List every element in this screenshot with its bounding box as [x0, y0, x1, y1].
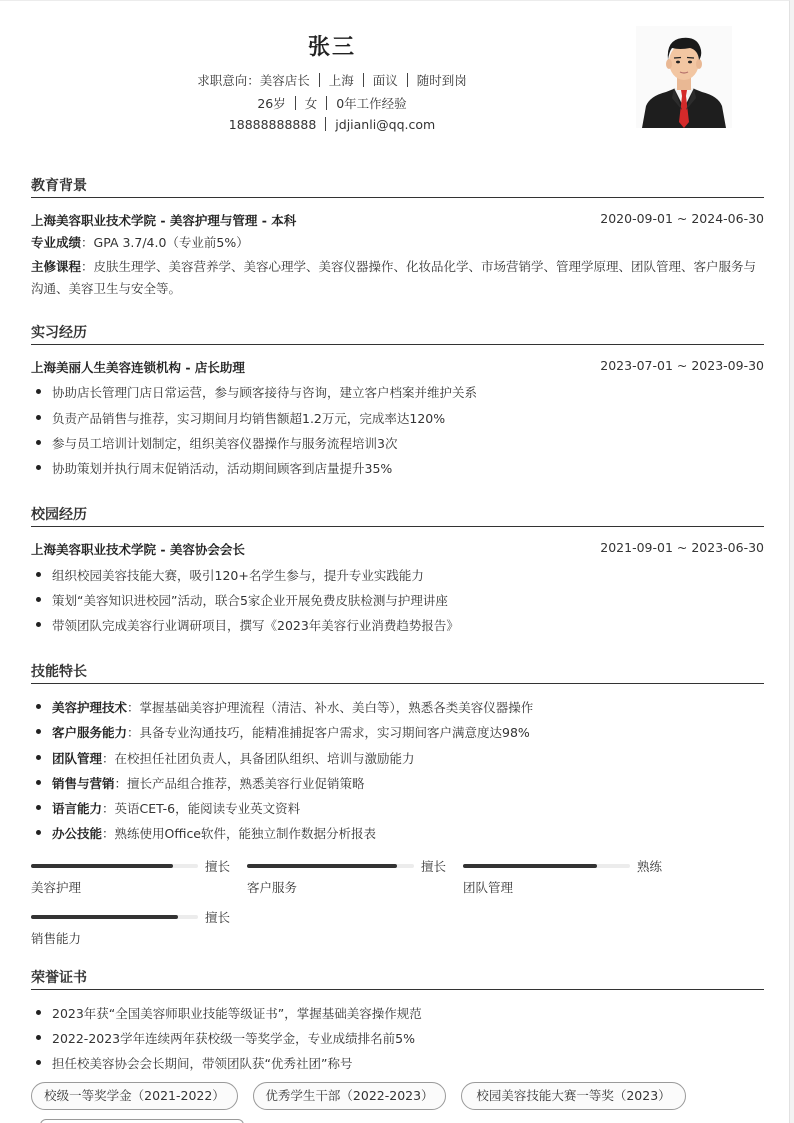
resume-header: [0, 0, 794, 150]
progress-fill: [31, 864, 173, 868]
avatar-portrait-icon: [636, 26, 732, 128]
progress-track: [31, 915, 198, 919]
avatar: [636, 26, 732, 128]
divider: [407, 73, 408, 87]
divider: [325, 117, 326, 131]
honor-tag: 校级一等奖学金（2021-2022）: [31, 1082, 238, 1110]
email: jdjianli@qq.com: [335, 117, 436, 132]
skill-bar-team-management: [463, 860, 663, 900]
personal-info-line: [0, 94, 664, 112]
availability: 随时到岗: [416, 73, 467, 88]
progress-track: [31, 864, 198, 868]
gpa-label: 专业成绩: [31, 235, 82, 250]
section-divider: [31, 683, 764, 684]
education-courses: [31, 256, 764, 300]
honor-tag: 校园美容技能大赛一等奖（2023）: [461, 1082, 686, 1110]
section-title-education: 教育背景: [31, 178, 87, 194]
progress-fill: [31, 915, 178, 919]
skill-name: 团队管理: [463, 880, 514, 895]
section-title-campus: 校园经历: [31, 507, 87, 523]
campus-org-role: 上海美容职业技术学院 - 美容协会会长: [31, 542, 245, 557]
progress-fill: [463, 864, 597, 868]
section-divider: [31, 344, 764, 345]
salary: 面议: [372, 73, 398, 88]
education-school-major: 上海美容职业技术学院 - 美容护理与管理 - 本科: [31, 213, 297, 228]
skill-name: 销售能力: [31, 931, 82, 946]
skill-bar-sales: [31, 911, 231, 951]
age: 26岁: [257, 96, 286, 111]
education-date: 2020-09-01 ~ 2024-06-30: [600, 211, 764, 226]
progress-track: [247, 864, 414, 868]
divider: [295, 96, 296, 110]
skill-level: 擅长: [205, 910, 231, 925]
honor-tag: 优秀学生干部（2022-2023）: [253, 1082, 446, 1110]
section-title-internship: 实习经历: [31, 325, 87, 341]
internship-company-role: 上海美丽人生美容连锁机构 - 店长助理: [31, 360, 245, 375]
skill-name: 客户服务: [247, 880, 298, 895]
job-intent-line: [0, 71, 664, 89]
internship-entry-header: [31, 358, 764, 376]
candidate-name: 张三: [307, 35, 356, 60]
section-title-honors: 荣誉证书: [31, 970, 87, 986]
divider: [363, 73, 364, 87]
campus-date: 2021-09-01 ~ 2023-06-30: [600, 540, 764, 555]
gender: 女: [304, 96, 318, 111]
section-divider: [31, 989, 764, 990]
courses-label: 主修课程: [31, 259, 82, 274]
skill-name: 美容护理: [31, 880, 82, 895]
skill-bar-customer-service: [247, 860, 447, 900]
contact-line: [0, 117, 664, 132]
location: 上海: [328, 73, 354, 88]
education-gpa: [31, 232, 764, 254]
progress-track: [463, 864, 630, 868]
job-intent: 求职意向：美容店长: [197, 73, 310, 88]
section-title-skills: 技能特长: [31, 664, 87, 680]
experience-years: 0年工作经验: [336, 96, 407, 111]
progress-fill: [247, 864, 397, 868]
section-divider: [31, 526, 764, 527]
skill-level: 熟练: [637, 859, 663, 874]
education-entry-header: [31, 211, 764, 229]
honor-tag-overflow: [40, 1119, 244, 1123]
skill-level: 擅长: [205, 859, 231, 874]
skill-level: 擅长: [421, 859, 447, 874]
phone: 18888888888: [228, 117, 317, 132]
divider: [319, 73, 320, 87]
skill-bar-beauty-care: [31, 860, 231, 900]
campus-entry-header: [31, 540, 764, 558]
internship-date: 2023-07-01 ~ 2023-09-30: [600, 358, 764, 373]
scrollbar[interactable]: [790, 0, 794, 1123]
section-divider: [31, 197, 764, 198]
gpa-value: ：GPA 3.7/4.0（专业前5%）: [81, 235, 249, 250]
courses-value: ：皮肤生理学、美容营养学、美容心理学、美容仪器操作、化妆品化学、市场营销学、管理学原理、团队管理、客户服务与沟通、美容卫生与安全等。: [31, 259, 757, 296]
divider: [326, 96, 327, 110]
